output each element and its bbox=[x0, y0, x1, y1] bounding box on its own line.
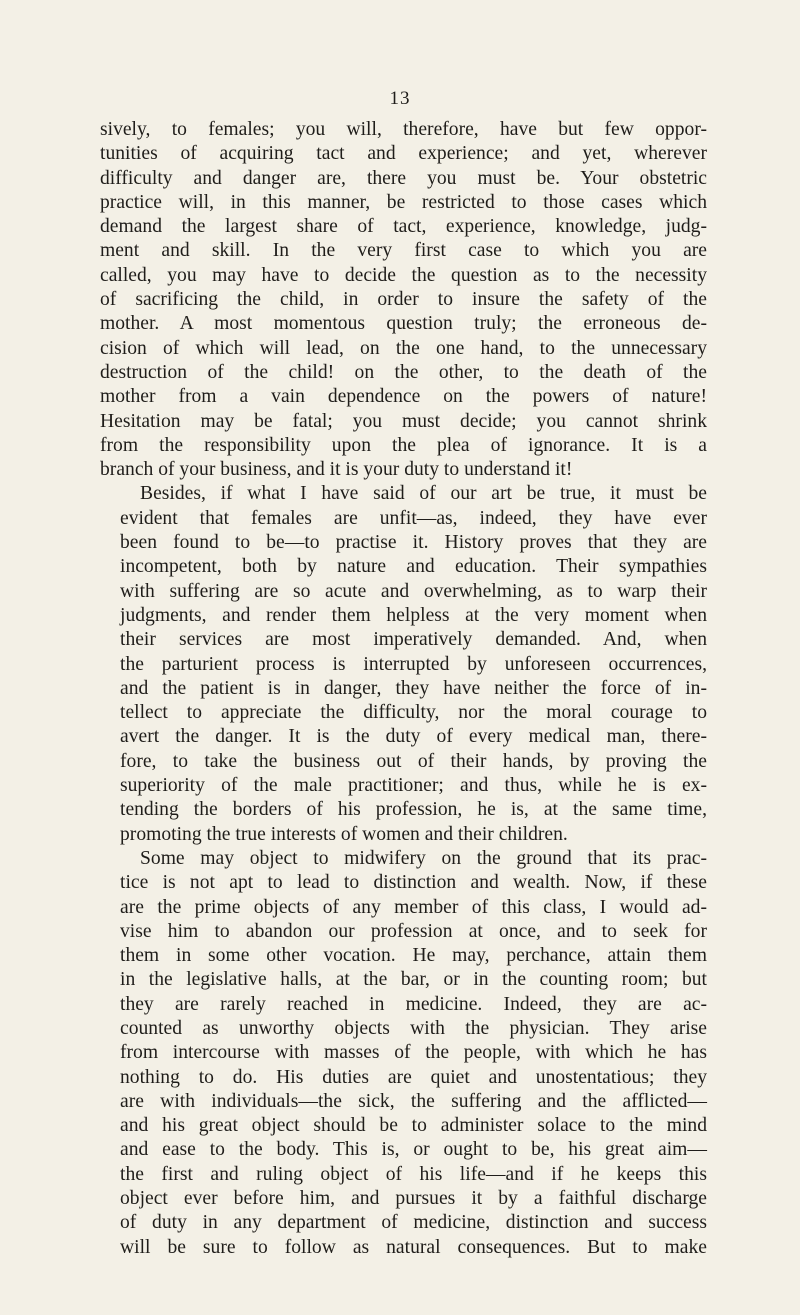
text-line: been found to be—to practise it. History proves that they are bbox=[120, 532, 707, 554]
text-line: with suffering are so acute and overwhelming, as to warp their bbox=[120, 580, 707, 602]
paragraph-1 bbox=[100, 118, 707, 482]
text-line: difficulty and danger are, there you must be. Your obstetric bbox=[100, 167, 707, 189]
text-line: called, you may have to decide the question as to the necessity bbox=[100, 264, 707, 286]
text-line: nothing to do. His duties are quiet and unostentatious; they bbox=[120, 1066, 707, 1088]
text-line: Besides, if what I have said of our art be true, it must be bbox=[140, 483, 707, 505]
text-line: and his great object should be to administer solace to the mind bbox=[120, 1115, 707, 1137]
text-line: destruction of the child! on the other, to the death of the bbox=[100, 361, 707, 383]
text-line: Some may object to midwifery on the ground that its prac- bbox=[140, 847, 707, 869]
text-line: them in some other vocation. He may, perchance, attain them bbox=[120, 945, 707, 967]
text-line: sively, to females; you will, therefore, have but few oppor- bbox=[100, 119, 707, 140]
text-line: counted as unworthy objects with the physician. They arise bbox=[120, 1017, 707, 1039]
text-line: Hesitation may be fatal; you must decide; you cannot shrink bbox=[100, 410, 707, 432]
text-line: will be sure to follow as natural consequences. But to make bbox=[120, 1236, 707, 1258]
text-line: they are rarely reached in medicine. Indeed, they are ac- bbox=[120, 993, 707, 1015]
text-line: the first and ruling object of his life—and if he keeps this bbox=[120, 1163, 707, 1185]
text-line: superiority of the male practitioner; and thus, while he is ex- bbox=[120, 775, 707, 797]
text-line: tunities of acquiring tact and experience; and yet, wherever bbox=[100, 143, 707, 165]
text-line: tice is not apt to lead to distinction and wealth. Now, if these bbox=[120, 872, 707, 894]
text-line: and the patient is in danger, they have neither the force of in- bbox=[120, 677, 707, 699]
text-line: fore, to take the business out of their hands, by proving the bbox=[120, 750, 707, 772]
text-line: of duty in any department of medicine, distinction and success bbox=[120, 1212, 707, 1234]
text-line: cision of which will lead, on the one hand, to the unnecessary bbox=[100, 337, 707, 359]
text-line: vise him to abandon our profession at once, and to seek for bbox=[120, 920, 707, 942]
text-line: evident that females are unfit—as, indeed, they have ever bbox=[120, 507, 707, 529]
text-line: the parturient process is interrupted by unforeseen occurrences, bbox=[120, 653, 707, 675]
text-line: are the prime objects of any member of this class, I would ad- bbox=[120, 896, 707, 918]
text-line: ment and skill. In the very first case to which you are bbox=[100, 240, 707, 262]
text-line: avert the danger. It is the duty of every medical man, there- bbox=[120, 726, 707, 748]
page-number: 13 bbox=[389, 88, 411, 109]
text-line: judgments, and render them helpless at the very moment when bbox=[120, 604, 707, 626]
text-line: tending the borders of his profession, he is, at the same time, bbox=[120, 799, 707, 821]
text-line: promoting the true interests of women and their children. bbox=[120, 823, 568, 845]
text-line: their services are most imperatively demanded. And, when bbox=[120, 629, 707, 651]
text-line: demand the largest share of tact, experience, knowledge, judg- bbox=[100, 216, 707, 238]
text-line: are with individuals—the sick, the suffering and the afflicted— bbox=[120, 1090, 707, 1112]
paragraph-2 bbox=[100, 482, 707, 846]
text-line: mother from a vain dependence on the powers of nature! bbox=[100, 386, 707, 408]
text-line: object ever before him, and pursues it by a faithful discharge bbox=[120, 1188, 707, 1210]
text-line: mother. A most momentous question truly; the erroneous de- bbox=[100, 313, 707, 335]
text-line: branch of your business, and it is your duty to understand it! bbox=[100, 459, 573, 481]
text-line: practice will, in this manner, be restricted to those cases which bbox=[100, 191, 707, 213]
text-line: from intercourse with masses of the people, with which he has bbox=[120, 1042, 707, 1064]
text-line: incompetent, both by nature and education. Their sympathies bbox=[120, 556, 707, 578]
text-line: from the responsibility upon the plea of ignorance. It is a bbox=[100, 434, 707, 456]
paragraph-3 bbox=[100, 847, 707, 1260]
text-line: in the legislative halls, at the bar, or in the counting room; but bbox=[120, 969, 707, 991]
text-line: and ease to the body. This is, or ought to be, his great aim— bbox=[120, 1139, 707, 1161]
text-line: tellect to appreciate the difficulty, nor the moral courage to bbox=[120, 702, 707, 724]
text-line: of sacrificing the child, in order to insure the safety of the bbox=[100, 289, 707, 311]
body-text bbox=[100, 118, 707, 1260]
